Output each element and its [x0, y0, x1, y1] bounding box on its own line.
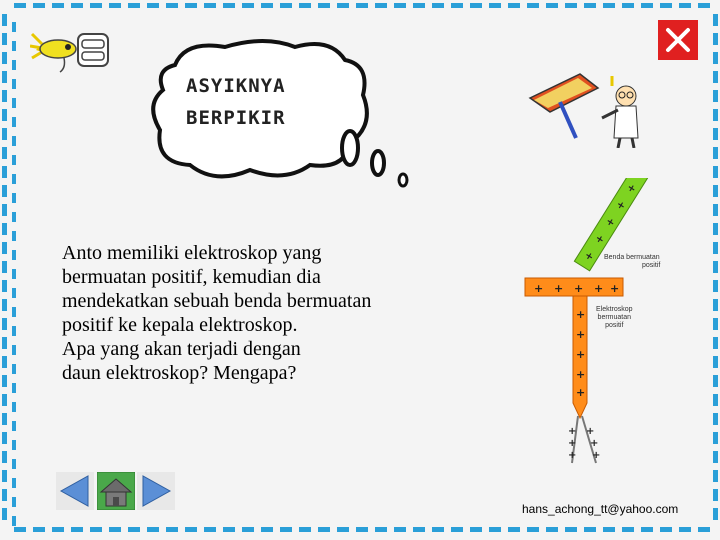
close-button[interactable] [658, 20, 698, 60]
svg-text:+: + [574, 282, 584, 295]
question-text [62, 241, 482, 385]
back-button[interactable] [56, 472, 94, 510]
svg-text:+: + [534, 282, 544, 295]
electroscope-label-line: Elektroskop [596, 306, 633, 313]
svg-text:+: + [568, 426, 577, 437]
svg-text:+: + [592, 450, 601, 461]
close-icon [658, 20, 698, 60]
svg-text:+: + [604, 216, 618, 230]
question-line: Apa yang akan terjadi dengan [62, 338, 301, 360]
svg-text:+: + [576, 368, 586, 381]
electroscope-label [596, 306, 633, 330]
svg-text:+: + [554, 282, 564, 295]
teacher-character-icon [520, 68, 650, 148]
svg-text:+: + [590, 438, 599, 449]
svg-text:+: + [576, 348, 586, 361]
author-email: hans_achong_tt@yahoo.com [522, 502, 679, 516]
robot-fish-icon [30, 28, 112, 74]
rod-label-line: positif [642, 262, 661, 269]
rod-label [604, 254, 660, 270]
next-button[interactable] [137, 472, 175, 510]
svg-text:+: + [568, 438, 577, 449]
question-line: Anto memiliki elektroskop yang [62, 242, 322, 264]
svg-text:+: + [568, 450, 577, 461]
svg-text:+: + [594, 282, 604, 295]
svg-text:+: + [625, 182, 640, 196]
back-arrow-icon [56, 472, 94, 510]
svg-text:+: + [576, 328, 586, 341]
question-line: positif ke kepala elektroskop. [62, 314, 298, 336]
next-arrow-icon [137, 472, 175, 510]
svg-text:+: + [593, 233, 608, 246]
question-line: daun elektroskop? Mengapa? [62, 362, 297, 384]
svg-text:+: + [614, 199, 629, 213]
thought-bubble-text [186, 70, 286, 134]
svg-text:+: + [586, 426, 595, 437]
thought-line-2: BERPIKIR [186, 107, 286, 129]
home-button[interactable] [97, 472, 135, 510]
home-icon [97, 472, 135, 510]
svg-text:+: + [576, 308, 586, 321]
question-line: mendekatkan sebuah benda bermuatan [62, 290, 372, 312]
svg-text:+: + [610, 282, 620, 295]
question-line: bermuatan positif, kemudian dia [62, 266, 321, 288]
electroscope-label-line: positif [605, 322, 624, 329]
svg-text:+: + [576, 386, 586, 399]
svg-text:+: + [582, 249, 597, 263]
thought-line-1: ASYIKNYA [186, 75, 286, 97]
rod-label-line: Benda bermuatan [604, 254, 660, 261]
electroscope-label-line: bermuatan [597, 314, 632, 321]
